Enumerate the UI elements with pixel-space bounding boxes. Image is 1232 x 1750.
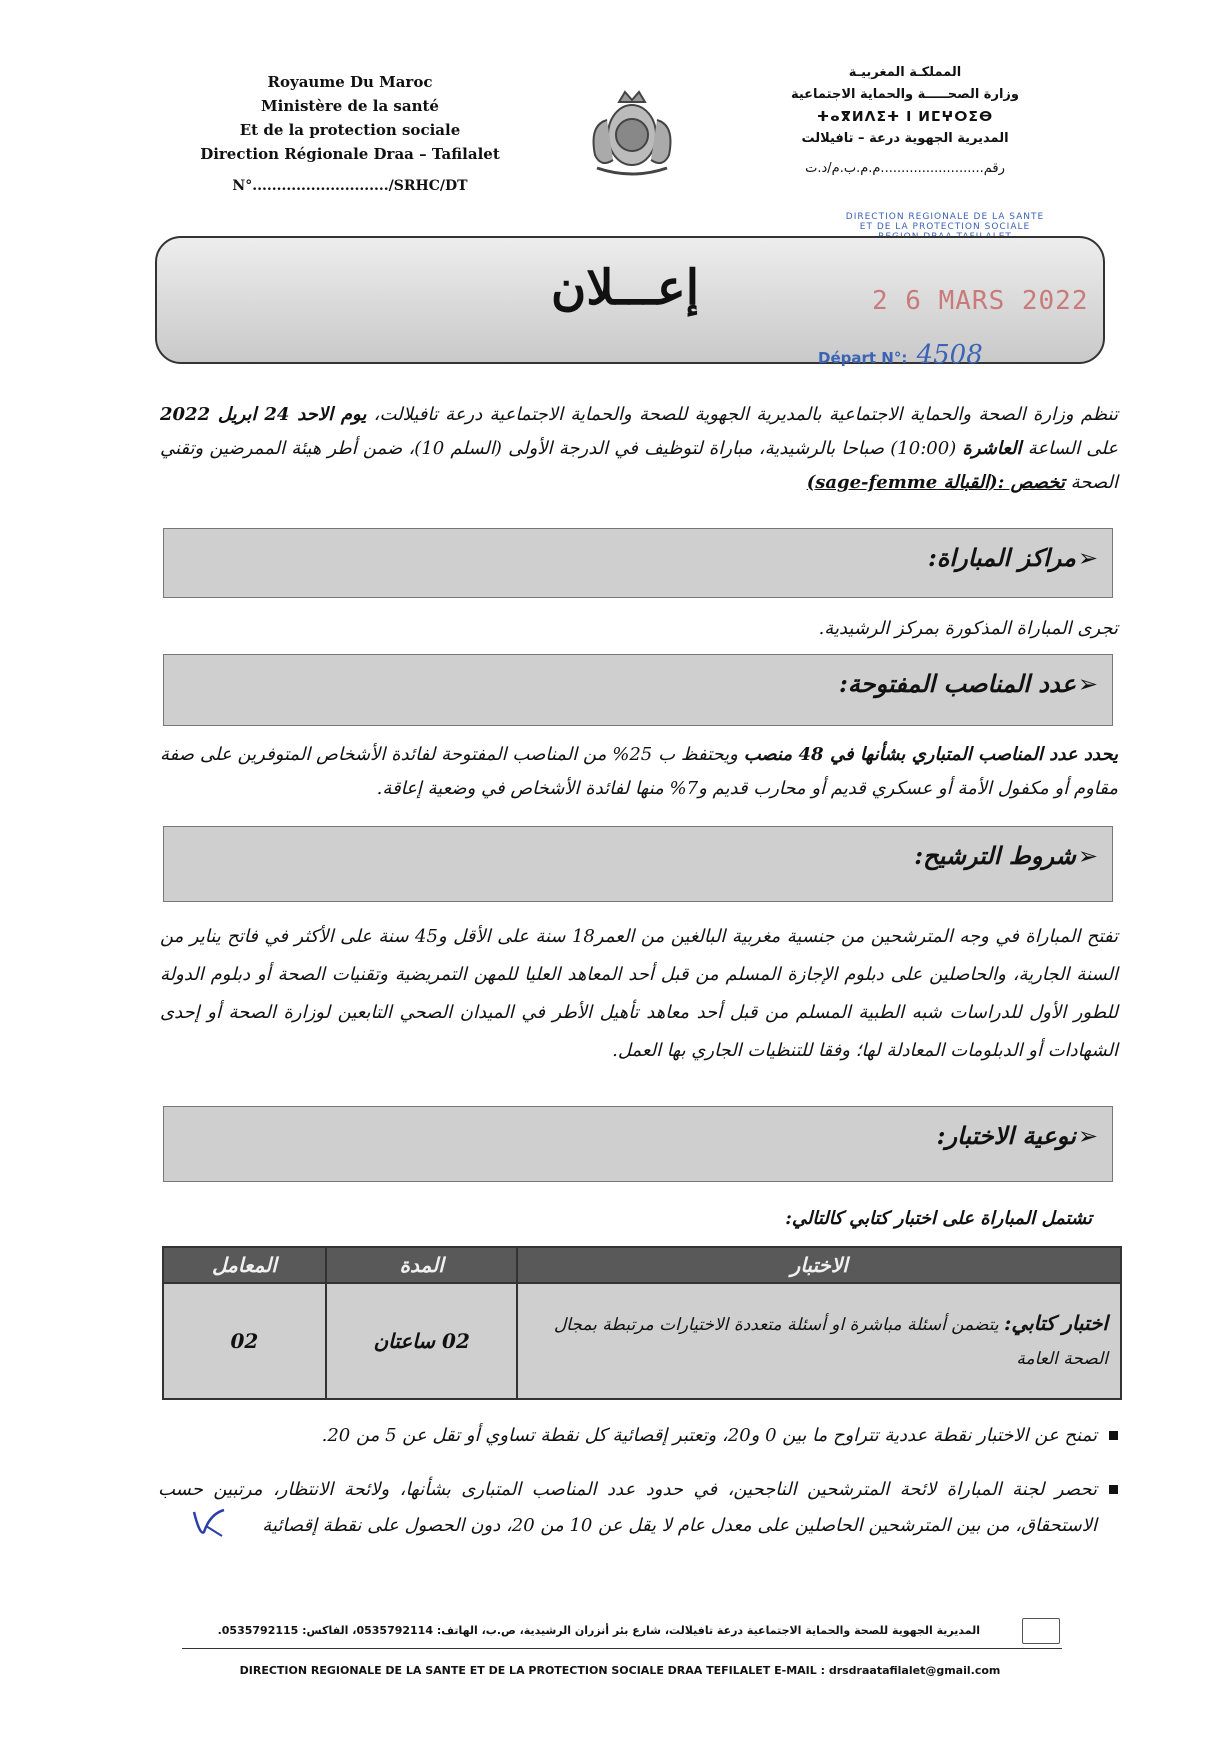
footer-arabic: المديرية الجهوية للصحة والحماية الاجتماعية درعة تافيلالت، شارع بئر أنزران الرشيدية، ص.ب، الهاتف: 0535792114، الفاكس: 0535792115. [217, 1624, 980, 1637]
section-title [928, 543, 1098, 572]
section-bar-conditions [163, 826, 1113, 902]
centers-text: تجرى المباراة المذكورة بمركز الرشيدية. [818, 618, 1118, 639]
list-item-text: تمنح عن الاختبار نقطة عددية تتراوح ما بين 0 و20، وتعتبر إقصائية كل نقطة تساوي أو تقل عن 5 من 20. [321, 1425, 1097, 1446]
header-ar-line: وزارة الصحـــــة والحماية الاجتماعية [790, 87, 1019, 102]
posts-text [160, 738, 1118, 806]
header-fr-line: Ministère de la santé [261, 97, 439, 115]
table-cell-duration: 02 ساعتان [326, 1283, 518, 1399]
list-item [158, 1418, 1118, 1454]
departure-label: Départ N°: [818, 349, 908, 367]
intro-text: على الساعة [1021, 438, 1119, 459]
section-title-text: مراكز المباراة: [928, 543, 1076, 572]
list-item [158, 1472, 1118, 1544]
test-type: اختبار كتابي: [1004, 1311, 1108, 1335]
section-bar-centers [163, 528, 1113, 598]
table-row [163, 1283, 1121, 1399]
section-title [839, 669, 1098, 698]
table-cell-test [517, 1283, 1121, 1399]
table-header-coef: المعامل [163, 1247, 326, 1283]
footer-divider [182, 1648, 1062, 1649]
section-title [914, 841, 1098, 870]
rules-list [158, 1418, 1118, 1562]
list-item-text: تحصر لجنة المباراة لائحة المترشحين الناجحين، في حدود عدد المناصب المتبارى بشأنها، ولائحة الانتظار، مرتبين حسب الاستحقاق، من بين المترشحين الحاصلين على معدل عام لا يقل عن 10 من 20، دون الحصول على نقطة إقصائية [158, 1479, 1097, 1536]
arrow-icon: ➢ [1077, 544, 1098, 572]
exam-table [162, 1246, 1122, 1400]
exam-date: يوم الاحد 24 ابريل 2022 [160, 404, 367, 425]
exam-hour: العاشرة [962, 438, 1022, 459]
departure-number [818, 340, 983, 370]
posts-count: يحدد عدد المناصب المتباري بشأنها في 48 منصب [743, 744, 1119, 765]
footer-logo-icon [1022, 1618, 1060, 1644]
page-title: إعـــلان [550, 260, 700, 316]
stamp-line: DIRECTION REGIONALE DE LA SANTE [845, 212, 1045, 222]
stamp-line: ET DE LA PROTECTION SOCIALE [859, 222, 1031, 232]
header-fr-line: Direction Régionale Draa – Tafilalet [200, 145, 500, 163]
table-header-duration: المدة [326, 1247, 518, 1283]
section-bar-posts [163, 654, 1113, 726]
header-fr-line: Royaume Du Maroc [267, 73, 433, 91]
header-arabic [760, 62, 1050, 180]
intro-paragraph [160, 398, 1118, 500]
section-title-text: عدد المناصب المفتوحة: [839, 669, 1076, 698]
date-stamp: 2 6 MARS 2022 [872, 286, 1089, 316]
arrow-icon: ➢ [1077, 1122, 1098, 1150]
conditions-text: تفتح المباراة في وجه المترشحين من جنسية مغربية البالغين من العمر18 سنة على الأقل و45 سنة على الأكثر في فاتح يناير من السنة الجارية، والحاصلين على دبلوم الإجازة المسلم من قبل أحد المعاهد العليا للمهن التمريضية وتقنيات الصحة أو دبلوم الدولة للطور الأول للدراسات شبه الطبية المسلم من قبل أحد معاهد تأهيل الأطر في الميدان الصحي التابعين لوزارة الصحة أو إحدى الشهادات أو الدبلومات المعادلة لها؛ وفقا للتنظيات الجاري بها العمل. [160, 926, 1119, 1061]
header-ar-line: المملكـة المغربيـة [848, 65, 962, 80]
section-title-text: نوعية الاختبار: [936, 1121, 1076, 1150]
bullet-square-icon [1109, 1485, 1118, 1494]
header-tifinagh-line: ⵜⴰⴳⵍⴷⵉⵜ ⵏ ⵍⵎⵖⵔⵉⴱ [816, 109, 994, 125]
intro-text: (10:00) صباحا بالرشيدية، مباراة لتوظيف في الدرجة الأولى (السلم 10)، ضمن أطر هيئة الممرضين وتقني الصحة [160, 438, 1118, 493]
header-ar-reference: رقم.........................م.م.ب.م/د.ت [805, 161, 1005, 176]
departure-value: 4508 [916, 340, 983, 370]
royal-emblem-icon [567, 80, 697, 180]
handwritten-mark-icon [190, 1506, 228, 1540]
header-french [170, 70, 530, 198]
specialty: تخصص :(القبالة sage-femme) [806, 472, 1065, 493]
header-ar-direction: المديرية الجهوية درعة – تافيلالت [801, 131, 1009, 146]
section-bar-exam [163, 1106, 1113, 1182]
section-title-text: شروط الترشيح: [914, 841, 1076, 870]
table-cell-coef: 02 [163, 1283, 326, 1399]
table-header-row [163, 1247, 1121, 1283]
test-description: يتضمن أسئلة مباشرة او أسئلة متعددة الاختيارات مرتبطة بمجال الصحة العامة [553, 1315, 1108, 1369]
header-fr-line: Et de la protection sociale [239, 121, 461, 139]
arrow-icon: ➢ [1077, 842, 1098, 870]
bullet-square-icon [1109, 1431, 1118, 1440]
section-title [937, 1121, 1098, 1150]
header-fr-reference: N°............................/SRHC/DT [232, 178, 468, 194]
arrow-icon: ➢ [1077, 670, 1098, 698]
footer-french: DIRECTION REGIONALE DE LA SANTE ET DE LA PROTECTION SOCIALE DRAA TEFILALET E-MAIL : drsdraatafilalet@gmail.com [239, 1664, 1001, 1677]
table-header-test: الاختبار [517, 1247, 1121, 1283]
exam-intro: تشتمل المباراة على اختبار كتابي كالتالي: [785, 1208, 1092, 1229]
intro-text: تنظم وزارة الصحة والحماية الاجتماعية بالمديرية الجهوية للصحة والحماية الاجتماعية درعة تافيلالت، [366, 404, 1118, 425]
posts-body: ويحتفظ ب 25% من المناصب المفتوحة لفائدة الأشخاص المتوفرين على صفة مقاوم أو مكفول الأمة أو عسكري قديم أو محارب قديم و7% منها لفائدة الأشخاص في وضعية إعاقة. [160, 744, 1118, 799]
